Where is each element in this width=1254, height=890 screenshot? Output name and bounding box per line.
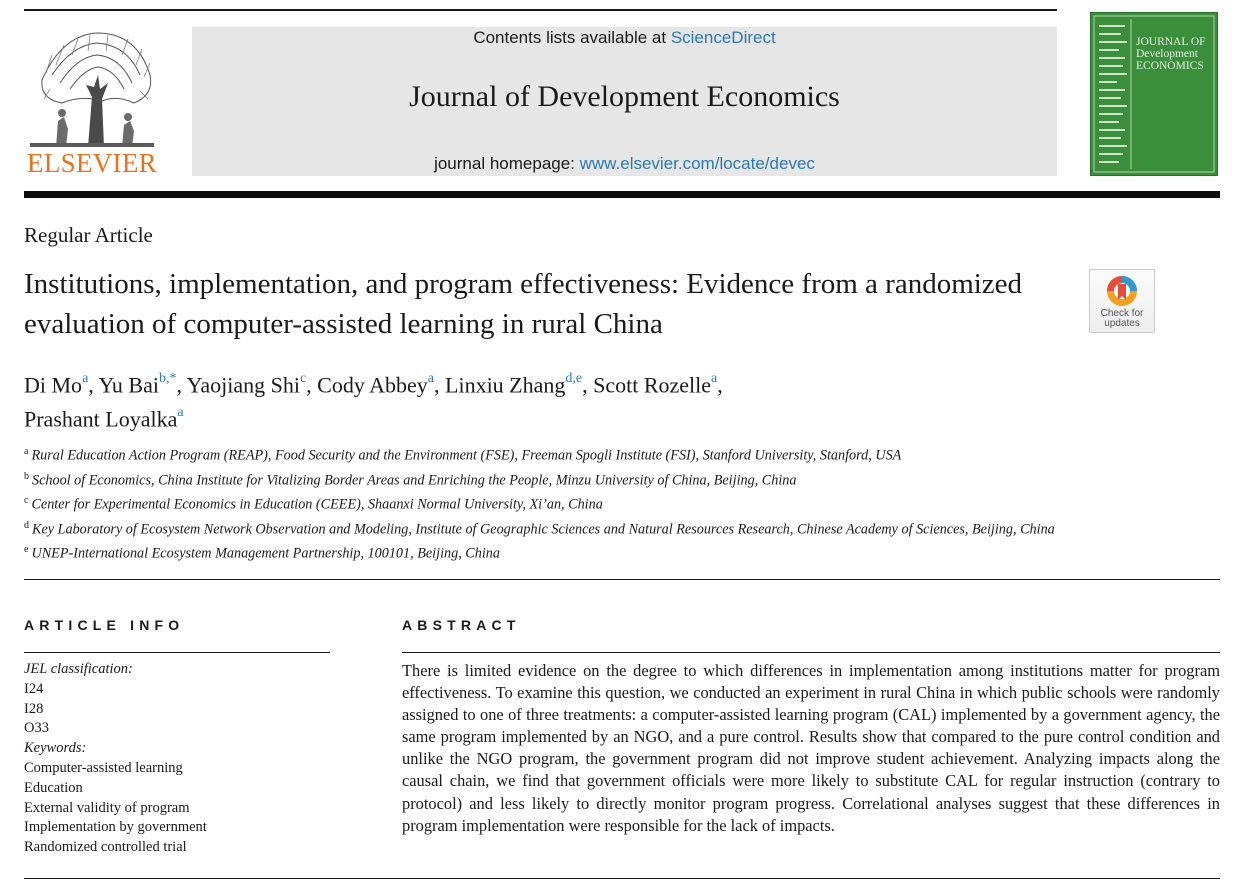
- affiliation-key: c: [24, 495, 29, 507]
- header-divider: [24, 191, 1220, 198]
- affiliation-key: e: [24, 544, 29, 556]
- article-type: Regular Article: [24, 223, 153, 247]
- cover-title-line: JOURNAL OF: [1136, 36, 1206, 48]
- affiliation-item: [24, 442, 1064, 467]
- contents-available-line: [192, 28, 1057, 48]
- crossmark-line: updates: [1104, 318, 1140, 329]
- affiliation-key: a: [24, 446, 29, 457]
- author-name[interactable]: Linxiu Zhang: [445, 372, 566, 398]
- sciencedirect-link[interactable]: ScienceDirect: [670, 28, 776, 47]
- crossmark-line: Check for: [1100, 308, 1144, 319]
- affiliation-text: UNEP-International Ecosystem Management Partnership, 100101, Beijing, China: [31, 545, 500, 562]
- article-info-block: [24, 660, 330, 858]
- affiliation-text: Rural Education Action Program (REAP), Food Security and the Environment (FSE), Freeman Spogli Institute (FSI), Stanford University, Stanford, USA: [31, 447, 902, 464]
- jel-code: I24: [24, 680, 44, 697]
- jel-label: JEL classification:: [24, 661, 133, 677]
- author-affiliation-link[interactable]: c: [299, 371, 307, 386]
- keyword: External validity of program: [24, 799, 190, 816]
- author-affiliation-link[interactable]: a: [711, 371, 718, 386]
- keywords-label: Keywords:: [24, 740, 87, 757]
- contents-prefix: Contents lists available at: [473, 28, 671, 47]
- affiliation-text: School of Economics, China Institute for Vitalizing Border Areas and Enriching the People, Minzu University of China, Beijing, China: [32, 472, 797, 489]
- bottom-rule: [24, 878, 1220, 879]
- author-name[interactable]: Prashant Loyalka: [24, 406, 178, 432]
- article-info-heading: ARTICLE INFO: [24, 617, 185, 633]
- journal-homepage-link[interactable]: www.elsevier.com/locate/devec: [579, 154, 815, 173]
- author-name[interactable]: Cody Abbey: [317, 372, 428, 398]
- author-affiliation-link[interactable]: a: [82, 371, 89, 386]
- affiliations: [24, 442, 1064, 565]
- author-affiliation-link[interactable]: a: [427, 371, 435, 386]
- author-name[interactable]: Yu Bai: [98, 372, 159, 398]
- journal-title[interactable]: Journal of Development Economics: [409, 80, 840, 113]
- cover-title-line: Development: [1136, 48, 1198, 60]
- affiliation-item: [24, 491, 1064, 516]
- author-affiliation-link[interactable]: d,e: [565, 371, 583, 386]
- author-affiliation-link[interactable]: b,*: [158, 371, 177, 386]
- article-info-rule: [24, 652, 330, 653]
- article-title: Institutions, implementation, and program effectiveness: Evidence from a randomized evaluation of computer-assisted learning in rural China: [24, 268, 1023, 340]
- abstract-heading: ABSTRACT: [402, 617, 521, 633]
- jel-code: I28: [24, 700, 44, 717]
- author-affiliation-link[interactable]: a: [177, 405, 184, 421]
- keyword: Randomized controlled trial: [24, 839, 187, 856]
- keyword: Computer-assisted learning: [24, 759, 183, 776]
- affiliation-item: [24, 516, 1064, 541]
- jel-code: O33: [24, 720, 49, 737]
- journal-homepage-line: [192, 154, 1057, 174]
- abstract-rule: [402, 652, 1220, 653]
- elsevier-wordmark: ELSEVIER: [27, 148, 157, 178]
- affiliation-key: d: [24, 519, 29, 531]
- keyword: Education: [24, 779, 83, 796]
- author-list: Di Mo$^a$, Yu Bai$^{b,*}$, Yaojiang Shi$^c$, Cody Abbey$^a$, Linxiu Zhang$^{d,e}$, Scott Rozelle$^a$, Prashant Loyalka$^a$: [24, 371, 723, 432]
- author-name[interactable]: Di Mo: [24, 372, 83, 398]
- affiliation-item: [24, 540, 1064, 565]
- cover-title-line: ECONOMICS: [1136, 60, 1204, 72]
- check-for-updates-label: [1089, 309, 1155, 329]
- affiliation-item: [24, 467, 1064, 492]
- keyword: Implementation by government: [24, 819, 207, 836]
- abstract-text: There is limited evidence on the degree to which differences in implementation among institutions matter for program effectiveness. To examine this question, we conducted an experiment in rural China in which public schools were randomly assigned to one of three treatments: a computer-assisted learning program (CAL) implemented by a government agency, the same program implemented by an NGO, and a pure control. Results show that compared to the pure control condition and unlike the NGO program, the government program did not improve student achievement. Analyzing impacts along the causal chain, we find that government officials were more likely to substitute CAL for regular instruction (contrary to protocol) and less likely to directly monitor program progress. Correlational analyses suggest that these differences in program implementation were responsible for the lack of impacts.: [402, 661, 1220, 835]
- affiliation-text: Key Laboratory of Ecosystem Network Observation and Modeling, Institute of Geographic Sciences and Natural Resources Research, Chinese Academy of Sciences, Beijing, China: [32, 521, 1055, 538]
- affiliation-text: Center for Experimental Economics in Education (CEEE), Shaanxi Normal University, Xi’an, China: [31, 496, 603, 513]
- author-name[interactable]: Yaojiang Shi: [186, 372, 300, 398]
- section-divider: [24, 579, 1220, 580]
- homepage-prefix: journal homepage:: [434, 154, 580, 173]
- cover-title: [1136, 36, 1216, 72]
- affiliation-key: b: [24, 470, 29, 482]
- author-name[interactable]: Scott Rozelle: [593, 372, 712, 398]
- top-rule: [24, 9, 1057, 11]
